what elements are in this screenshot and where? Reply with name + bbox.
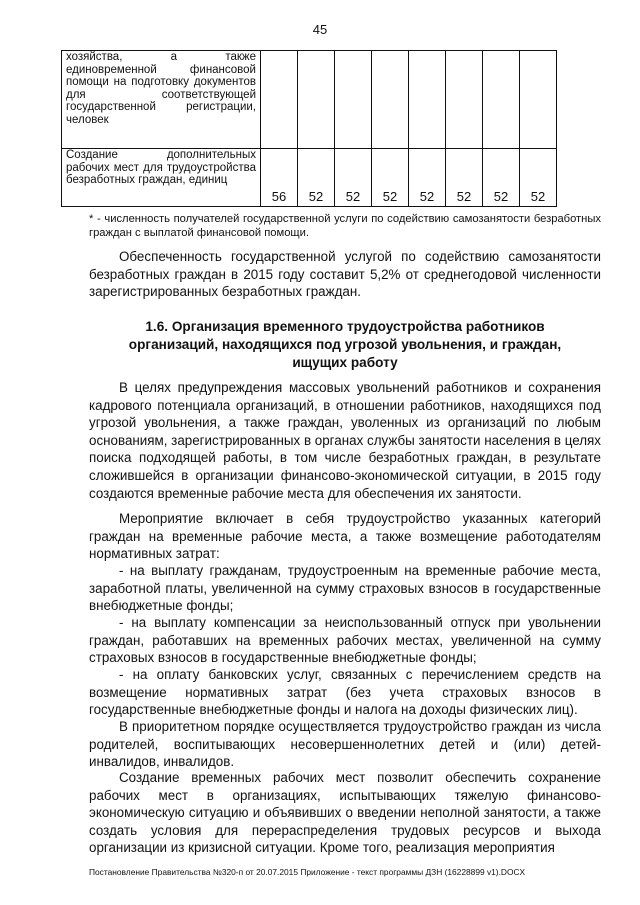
table-row: [62, 149, 557, 207]
table-cell: 52: [409, 149, 446, 207]
body-paragraph: В целях предупреждения массовых увольнений работников и сохранения кадрового потенциала организаций, в отношении работников, находящихся под угрозой увольнения, а также граждан, уволенных из организаций по любым основаниям, зарегистрированных в органах службы занятости населения в целях поиска подходящей работы, в том числе безработных граждан, в результате сложившейся в организации финансово-экономической ситуации, в 2015 году создаются временные рабочие места для обеспечения их занятости.: [89, 380, 601, 501]
table-row: [62, 51, 557, 149]
table-cell: 52: [520, 149, 557, 207]
table-cell: 52: [335, 149, 372, 207]
table-row-label: Создание дополнительных рабочих мест для трудоустройства безработных граждан, единиц: [62, 149, 261, 207]
document-footer: Постановление Правительства №320-п от 20.07.2015 Приложение - текст программы ДЗН (16228899 v1).DOCX: [89, 867, 526, 877]
page-number: 45: [312, 22, 328, 37]
table-cell: [409, 51, 446, 149]
table-cell: 56: [261, 149, 298, 207]
body-paragraph: Создание временных рабочих мест позволит обеспечить сохранение рабочих мест в организациях, испытывающих тяжелую финансово-экономическую ситуацию и объявивших о введении неполной занятости, а также создать условия для перераспределения трудовых ресурсов и выхода организации из кризисной ситуации. Кроме того, реализация мероприятия: [89, 770, 601, 856]
table-footnote: * - численность получателей государственной услуги по содействию самозанятости безработных граждан с выплатой финансовой помощи.: [89, 213, 601, 239]
table-cell: 52: [446, 149, 483, 207]
body-paragraph: Мероприятие включает в себя трудоустройство указанных категорий граждан на временные рабочие места, а также возмещение работодателям нормативных затрат:: [89, 511, 601, 562]
indicators-table: [61, 50, 557, 207]
table-cell: [298, 51, 335, 149]
table-cell: 52: [298, 149, 335, 207]
table-cell: 52: [483, 149, 520, 207]
table-cell: [446, 51, 483, 149]
section-heading: 1.6. Организация временного трудоустройства работников организаций, находящихся под угрозой увольнения, и граждан, ищущих работу: [128, 319, 562, 370]
list-item: - на оплату банковских услуг, связанных с перечислением средств на возмещение нормативных затрат (без учета страховых взносов в государственные внебюджетные фонды и налога на доходы физических лиц).: [89, 667, 601, 718]
table-cell: [335, 51, 372, 149]
table-cell: [261, 51, 298, 149]
table-row-label: хозяйства, а также единовременной финансовой помощи на подготовку документов для соответствующей государственной регистрации, человек: [62, 51, 261, 149]
body-paragraph: В приоритетном порядке осуществляется трудоустройство граждан из числа родителей, воспитывающих несовершеннолетних детей и (или) детей-инвалидов, инвалидов.: [89, 719, 601, 770]
table-cell: [372, 51, 409, 149]
table-cell: [483, 51, 520, 149]
supply-paragraph: Обеспеченность государственной услугой по содействию самозанятости безработных граждан в 2015 году составит 5,2% от среднегодовой численности зарегистрированных безработных граждан.: [89, 249, 601, 300]
list-item: - на выплату компенсации за неиспользованный отпуск при увольнении граждан, работавших на временных рабочих местах, увеличенной на сумму страховых взносов в государственные внебюджетные фонды;: [89, 615, 601, 666]
table-cell: 52: [372, 149, 409, 207]
table-cell: [520, 51, 557, 149]
list-item: - на выплату гражданам, трудоустроенным на временные рабочие места, заработной платы, увеличенной на сумму страховых взносов в государственные внебюджетные фонды;: [89, 563, 601, 614]
